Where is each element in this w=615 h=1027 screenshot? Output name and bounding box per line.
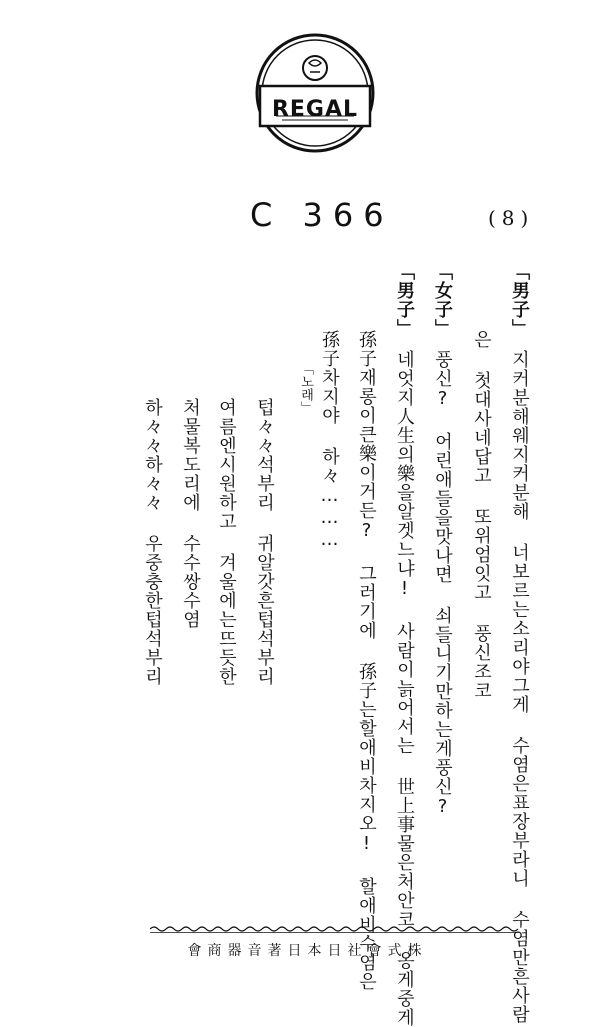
regal-logo-emblem — [252, 30, 378, 156]
speaker-label: 「男子」 — [509, 262, 530, 338]
logo-brand-text: REGAL — [271, 97, 359, 122]
speaker-label: 「男子」 — [394, 262, 415, 338]
song-line: 처물복도리에 수수쌍수염 — [180, 398, 201, 629]
dialogue-line — [357, 330, 375, 991]
song-label: 「노래」 — [298, 362, 313, 414]
dialogue-text: 孫子차지야 하々……… — [319, 330, 340, 551]
song-line: 하々々하々々 우중충한텁석부리 — [142, 398, 163, 686]
dialogue-line — [320, 330, 338, 551]
dialogue-text: 지커분해웨지커분해 너보르는소리야그게 수염은표장부라니 수염만흔사람 — [509, 350, 530, 1024]
dialogue-text: 네엇지人生의樂을알겟느냐! 사람이늙어서는 世上事물은처안코 옹게중게 — [394, 350, 415, 1027]
dialogue-line — [395, 262, 413, 1027]
publisher-footer: 會商器音著日本日社會式株 — [187, 943, 428, 959]
wavy-divider — [150, 924, 520, 934]
song-line: 텁々々석부리 귀알갓흔텁석부리 — [254, 398, 275, 686]
song-line: 여름엔시원하고 겨울에는뜨듯한 — [216, 398, 237, 686]
dialogue-line — [510, 262, 528, 1024]
dialogue-text: 풍신? 어린애들을맛나면 쇠들니기만하는게풍신? — [432, 350, 453, 818]
dialogue-line — [472, 330, 490, 700]
catalog-number: C 366 — [250, 196, 394, 234]
page-number: (8) — [488, 206, 535, 230]
dialogue-line — [433, 262, 451, 818]
dialogue-text: 孫子재롱이큰樂이거든? 그러기에 孫子는할애비차지오! 할애비수염은 — [356, 330, 377, 991]
speaker-label: 「女子」 — [432, 262, 453, 338]
regal-logo — [252, 30, 378, 156]
dialogue-text: 은 첫대사네답고 또위엄잇고 풍신조코 — [471, 330, 492, 700]
